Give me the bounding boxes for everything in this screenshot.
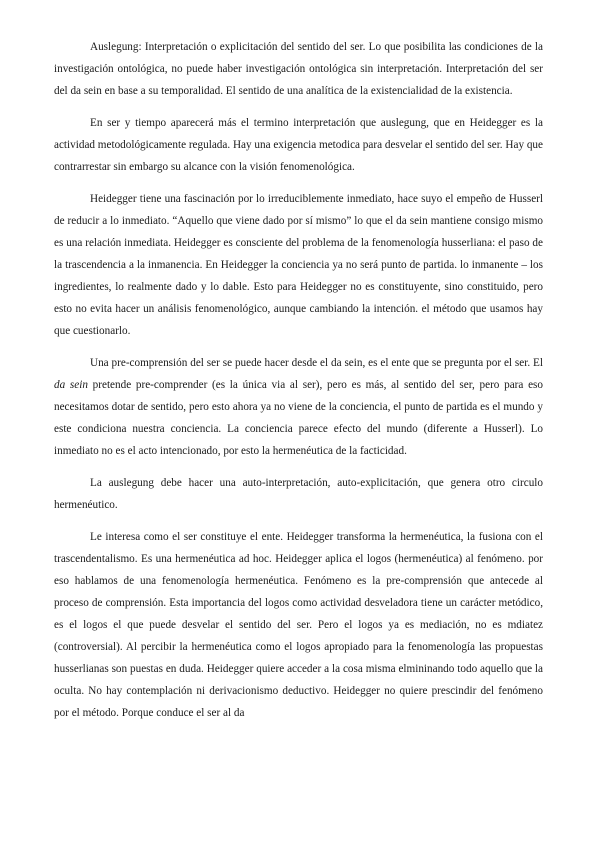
document-page (54, 36, 543, 734)
paragraph-hermeneutica-fenomenologia: Le interesa como el ser constituye el ente. Heidegger transforma la hermenéutica, la fusiona con el trascendentalismo. Es una hermenéutica ad hoc. Heidegger aplica el logos (hermenéutica) al fenómeno. por eso hablamos de una fenomenología hermenéutica. Fenómeno es la pre-comprensión que antecede al proceso de comprensión. Esta importancia del logos como actividad desveladora tiene un carácter metódico, es el logos el que puede desvelar el sentido del ser. Pero el logos ya es mediación, no es mdiatez (controversial). Al percibir la hermenéutica como el logos apropiado para la fenomenología las propuestas husserlianas son puestas en duda. Heidegger quiere acceder a la cosa misma elmininando todo aquello que la oculta. No hay contemplación ni derivacionismo deductivo. Heidegger no quiere prescindir del fenómeno por el método. Porque conduce el ser al da (54, 531, 543, 719)
paragraph-pre-comprension (54, 352, 543, 462)
paragraph-heidegger-inmediato: Heidegger tiene una fascinación por lo irreduciblemente inmediato, hace suyo el empeño de Husserl de reducir a lo inmediato. “Aquello que viene dado por sí mismo” lo que el da sein mantiene consigo mismo es una relación inmediata. Heidegger es consciente del problema de la fenomenología husserliana: el paso de la trascendencia a la inmanencia. En Heidegger la conciencia ya no será punto de partida. lo inmanente – los ingredientes, lo realmente dado y lo dable. Esto para Heidegger no es constituyente, sino constituido, pero esto no evita hacer un análisis fenomenológico, aunque cambiando la intención. el método que usamos hay que cuestionarlo. (54, 193, 543, 337)
paragraph-ser-y-tiempo: En ser y tiempo aparecerá más el termino interpretación que auslegung, que en Heidegger es la actividad metodológicamente regulada. Hay una exigencia metodica para desvelar el sentido del ser. Hay que contrarrestar sin embargo su alcance con la visión fenomenológica. (54, 117, 543, 173)
paragraph-auslegung-definition: Auslegung: Interpretación o explicitación del sentido del ser. Lo que posibilita las condiciones de la investigación ontológica, no puede haber investigación ontológica sin interpretación. Interpretación del ser del da sein en base a su temporalidad. El sentido de una analítica de la existencialidad de la existencia. (54, 41, 543, 97)
paragraph-pre-comprension-text-2: pretende pre-comprender (es la única via al ser), pero es más, al sentido del ser, pero para eso necesitamos dotar de sentido, pero esto ahora ya no viene de la conciencia, el punto de partida es el mundo y este condiciona nuestra conciencia. La conciencia parece efecto del mundo (diferente a Husserl). Lo inmediato no es el acto intencionado, por esto la hermenéutica de la facticidad. (54, 379, 543, 457)
paragraph-auto-interpretacion: La auslegung debe hacer una auto-interpretación, auto-explicitación, que genera otro circulo hermenéutico. (54, 477, 543, 511)
emphasis-da-sein: da sein (54, 379, 88, 391)
paragraph-pre-comprension-text-1: Una pre-comprensión del ser se puede hacer desde el da sein, es el ente que se pregunta por el ser. El (90, 357, 543, 369)
